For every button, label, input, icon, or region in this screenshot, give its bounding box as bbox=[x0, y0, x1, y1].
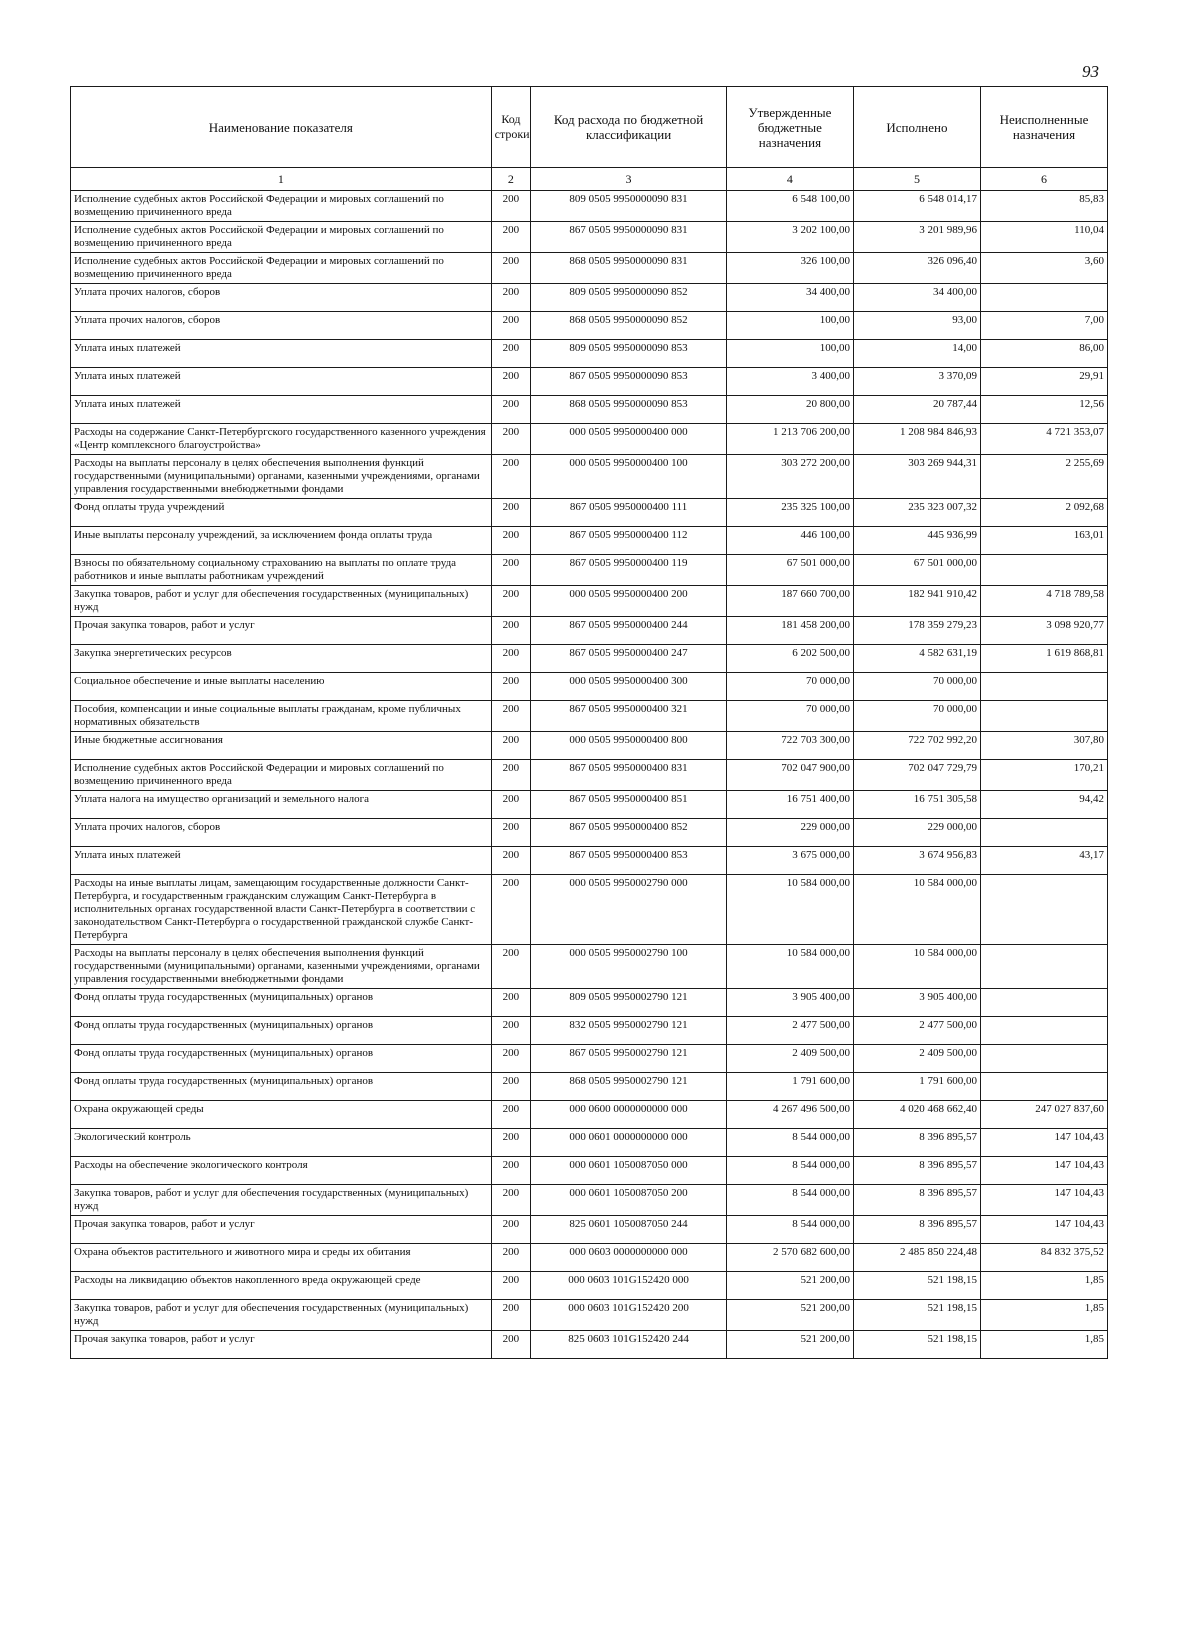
row-unexecuted: 147 104,43 bbox=[980, 1185, 1107, 1216]
row-executed: 67 501 000,00 bbox=[853, 555, 980, 586]
row-code: 200 bbox=[491, 1185, 531, 1216]
row-executed: 1 208 984 846,93 bbox=[853, 424, 980, 455]
row-name: Уплата прочих налогов, сборов bbox=[71, 312, 492, 340]
row-unexecuted: 29,91 bbox=[980, 368, 1107, 396]
col-number: 3 bbox=[531, 168, 727, 191]
table-row bbox=[71, 1272, 1108, 1300]
row-executed: 3 370,09 bbox=[853, 368, 980, 396]
row-unexecuted: 110,04 bbox=[980, 222, 1107, 253]
row-executed: 8 396 895,57 bbox=[853, 1157, 980, 1185]
row-kbk-code: 809 0505 9950002790 121 bbox=[531, 989, 727, 1017]
row-unexecuted: 3 098 920,77 bbox=[980, 617, 1107, 645]
row-name: Иные бюджетные ассигнования bbox=[71, 732, 492, 760]
row-kbk-code: 867 0505 9950000400 111 bbox=[531, 499, 727, 527]
row-name: Прочая закупка товаров, работ и услуг bbox=[71, 617, 492, 645]
row-executed: 8 396 895,57 bbox=[853, 1185, 980, 1216]
row-name: Уплата иных платежей bbox=[71, 340, 492, 368]
row-kbk-code: 868 0505 9950000090 831 bbox=[531, 253, 727, 284]
row-executed: 20 787,44 bbox=[853, 396, 980, 424]
row-unexecuted: 4 718 789,58 bbox=[980, 586, 1107, 617]
row-executed: 722 702 992,20 bbox=[853, 732, 980, 760]
row-approved: 3 675 000,00 bbox=[726, 847, 853, 875]
row-executed: 3 905 400,00 bbox=[853, 989, 980, 1017]
row-approved: 70 000,00 bbox=[726, 701, 853, 732]
row-kbk-code: 867 0505 9950000400 112 bbox=[531, 527, 727, 555]
row-unexecuted: 3,60 bbox=[980, 253, 1107, 284]
row-approved: 521 200,00 bbox=[726, 1331, 853, 1359]
row-kbk-code: 825 0603 101G152420 244 bbox=[531, 1331, 727, 1359]
row-kbk-code: 000 0505 9950000400 200 bbox=[531, 586, 727, 617]
row-unexecuted bbox=[980, 701, 1107, 732]
row-code: 200 bbox=[491, 555, 531, 586]
row-approved: 34 400,00 bbox=[726, 284, 853, 312]
table-row bbox=[71, 586, 1108, 617]
table-row bbox=[71, 989, 1108, 1017]
row-name: Исполнение судебных актов Российской Федерации и мировых соглашений по возмещению причиненного вреда bbox=[71, 253, 492, 284]
row-approved: 3 905 400,00 bbox=[726, 989, 853, 1017]
table-row bbox=[71, 1300, 1108, 1331]
row-code: 200 bbox=[491, 312, 531, 340]
row-executed: 182 941 910,42 bbox=[853, 586, 980, 617]
row-approved: 326 100,00 bbox=[726, 253, 853, 284]
row-kbk-code: 000 0505 9950002790 100 bbox=[531, 945, 727, 989]
row-unexecuted: 12,56 bbox=[980, 396, 1107, 424]
row-approved: 2 477 500,00 bbox=[726, 1017, 853, 1045]
row-name: Охрана окружающей среды bbox=[71, 1101, 492, 1129]
row-approved: 2 409 500,00 bbox=[726, 1045, 853, 1073]
row-approved: 8 544 000,00 bbox=[726, 1185, 853, 1216]
row-kbk-code: 000 0505 9950000400 800 bbox=[531, 732, 727, 760]
row-unexecuted bbox=[980, 1017, 1107, 1045]
row-name: Исполнение судебных актов Российской Федерации и мировых соглашений по возмещению причиненного вреда bbox=[71, 191, 492, 222]
row-executed: 235 323 007,32 bbox=[853, 499, 980, 527]
row-unexecuted bbox=[980, 989, 1107, 1017]
row-kbk-code: 867 0505 9950000400 831 bbox=[531, 760, 727, 791]
row-code: 200 bbox=[491, 847, 531, 875]
row-unexecuted: 2 255,69 bbox=[980, 455, 1107, 499]
row-unexecuted bbox=[980, 875, 1107, 945]
row-code: 200 bbox=[491, 586, 531, 617]
row-name: Расходы на выплаты персоналу в целях обеспечения выполнения функций государственными (муниципальными) органами, казенными учреждениями, органами управления государственными внебюджетными фондами bbox=[71, 945, 492, 989]
row-approved: 303 272 200,00 bbox=[726, 455, 853, 499]
table-row bbox=[71, 760, 1108, 791]
col-number: 2 bbox=[491, 168, 531, 191]
col-header-name: Наименование показателя bbox=[71, 87, 492, 168]
row-name: Уплата прочих налогов, сборов bbox=[71, 284, 492, 312]
row-unexecuted: 147 104,43 bbox=[980, 1157, 1107, 1185]
row-kbk-code: 000 0603 101G152420 000 bbox=[531, 1272, 727, 1300]
row-kbk-code: 867 0505 9950000400 851 bbox=[531, 791, 727, 819]
row-name: Расходы на ликвидацию объектов накопленного вреда окружающей среде bbox=[71, 1272, 492, 1300]
row-executed: 10 584 000,00 bbox=[853, 875, 980, 945]
table-row bbox=[71, 819, 1108, 847]
row-kbk-code: 867 0505 9950000090 831 bbox=[531, 222, 727, 253]
row-code: 200 bbox=[491, 455, 531, 499]
col-number: 6 bbox=[980, 168, 1107, 191]
row-code: 200 bbox=[491, 253, 531, 284]
row-name: Фонд оплаты труда государственных (муниципальных) органов bbox=[71, 989, 492, 1017]
row-code: 200 bbox=[491, 527, 531, 555]
row-kbk-code: 867 0505 9950000400 852 bbox=[531, 819, 727, 847]
row-name: Фонд оплаты труда государственных (муниципальных) органов bbox=[71, 1017, 492, 1045]
row-approved: 6 202 500,00 bbox=[726, 645, 853, 673]
row-code: 200 bbox=[491, 191, 531, 222]
row-name: Экологический контроль bbox=[71, 1129, 492, 1157]
header-row bbox=[71, 87, 1108, 168]
row-code: 200 bbox=[491, 1272, 531, 1300]
row-code: 200 bbox=[491, 1216, 531, 1244]
table-row bbox=[71, 222, 1108, 253]
table-row bbox=[71, 701, 1108, 732]
row-kbk-code: 867 0505 9950000400 119 bbox=[531, 555, 727, 586]
row-code: 200 bbox=[491, 732, 531, 760]
row-code: 200 bbox=[491, 1045, 531, 1073]
table-row bbox=[71, 1073, 1108, 1101]
row-code: 200 bbox=[491, 424, 531, 455]
row-unexecuted: 247 027 837,60 bbox=[980, 1101, 1107, 1129]
column-number-row bbox=[71, 168, 1108, 191]
row-name: Фонд оплаты труда государственных (муниципальных) органов bbox=[71, 1045, 492, 1073]
row-code: 200 bbox=[491, 396, 531, 424]
row-name: Социальное обеспечение и иные выплаты населению bbox=[71, 673, 492, 701]
page-number: 93 bbox=[1082, 62, 1099, 81]
row-unexecuted: 1 619 868,81 bbox=[980, 645, 1107, 673]
table-row bbox=[71, 617, 1108, 645]
row-approved: 446 100,00 bbox=[726, 527, 853, 555]
table-row bbox=[71, 791, 1108, 819]
row-kbk-code: 867 0505 9950002790 121 bbox=[531, 1045, 727, 1073]
table-row bbox=[71, 396, 1108, 424]
row-executed: 4 020 468 662,40 bbox=[853, 1101, 980, 1129]
row-kbk-code: 867 0505 9950000400 247 bbox=[531, 645, 727, 673]
row-approved: 20 800,00 bbox=[726, 396, 853, 424]
table-row bbox=[71, 527, 1108, 555]
row-unexecuted: 1,85 bbox=[980, 1272, 1107, 1300]
row-kbk-code: 868 0505 9950000090 853 bbox=[531, 396, 727, 424]
row-name: Расходы на выплаты персоналу в целях обеспечения выполнения функций государственными (муниципальными) органами, казенными учреждениями, органами управления государственными внебюджетными фондами bbox=[71, 455, 492, 499]
row-executed: 229 000,00 bbox=[853, 819, 980, 847]
row-approved: 8 544 000,00 bbox=[726, 1157, 853, 1185]
row-name: Уплата иных платежей bbox=[71, 368, 492, 396]
row-code: 200 bbox=[491, 819, 531, 847]
row-approved: 1 791 600,00 bbox=[726, 1073, 853, 1101]
row-executed: 70 000,00 bbox=[853, 673, 980, 701]
table-row bbox=[71, 253, 1108, 284]
row-approved: 8 544 000,00 bbox=[726, 1216, 853, 1244]
row-kbk-code: 000 0505 9950000400 100 bbox=[531, 455, 727, 499]
row-executed: 3 674 956,83 bbox=[853, 847, 980, 875]
row-executed: 16 751 305,58 bbox=[853, 791, 980, 819]
col-number: 1 bbox=[71, 168, 492, 191]
row-code: 200 bbox=[491, 701, 531, 732]
row-executed: 445 936,99 bbox=[853, 527, 980, 555]
table-row bbox=[71, 945, 1108, 989]
col-header-approved: Утвержденные бюджетные назначения bbox=[726, 87, 853, 168]
row-name: Исполнение судебных актов Российской Федерации и мировых соглашений по возмещению причиненного вреда bbox=[71, 222, 492, 253]
row-unexecuted bbox=[980, 1073, 1107, 1101]
row-code: 200 bbox=[491, 368, 531, 396]
row-kbk-code: 867 0505 9950000400 853 bbox=[531, 847, 727, 875]
row-approved: 67 501 000,00 bbox=[726, 555, 853, 586]
row-approved: 4 267 496 500,00 bbox=[726, 1101, 853, 1129]
row-name: Прочая закупка товаров, работ и услуг bbox=[71, 1216, 492, 1244]
row-kbk-code: 000 0600 0000000000 000 bbox=[531, 1101, 727, 1129]
row-unexecuted: 147 104,43 bbox=[980, 1129, 1107, 1157]
row-name: Фонд оплаты труда государственных (муниципальных) органов bbox=[71, 1073, 492, 1101]
row-approved: 70 000,00 bbox=[726, 673, 853, 701]
table-row bbox=[71, 1216, 1108, 1244]
row-code: 200 bbox=[491, 617, 531, 645]
row-name: Расходы на обеспечение экологического контроля bbox=[71, 1157, 492, 1185]
row-name: Иные выплаты персоналу учреждений, за исключением фонда оплаты труда bbox=[71, 527, 492, 555]
row-unexecuted: 163,01 bbox=[980, 527, 1107, 555]
table-row bbox=[71, 1244, 1108, 1272]
row-executed: 8 396 895,57 bbox=[853, 1129, 980, 1157]
row-kbk-code: 868 0505 9950002790 121 bbox=[531, 1073, 727, 1101]
col-header-unexecuted: Неисполненные назначения bbox=[980, 87, 1107, 168]
budget-table bbox=[70, 86, 1108, 1359]
row-name: Уплата иных платежей bbox=[71, 396, 492, 424]
row-name: Расходы на иные выплаты лицам, замещающим государственные должности Санкт-Петербурга, и государственным гражданским служащим Санкт-Петербурга в исполнительных органах государственной власти Санкт-Петербурга в соответствии с законодательством Санкт-Петербурга о государственной гражданской службе Санкт-Петербурга bbox=[71, 875, 492, 945]
row-executed: 1 791 600,00 bbox=[853, 1073, 980, 1101]
row-code: 200 bbox=[491, 875, 531, 945]
row-kbk-code: 000 0505 9950000400 000 bbox=[531, 424, 727, 455]
table-row bbox=[71, 1157, 1108, 1185]
row-executed: 10 584 000,00 bbox=[853, 945, 980, 989]
row-approved: 100,00 bbox=[726, 312, 853, 340]
row-name: Охрана объектов растительного и животного мира и среды их обитания bbox=[71, 1244, 492, 1272]
row-name: Закупка товаров, работ и услуг для обеспечения государственных (муниципальных) нужд bbox=[71, 1300, 492, 1331]
row-executed: 303 269 944,31 bbox=[853, 455, 980, 499]
row-executed: 178 359 279,23 bbox=[853, 617, 980, 645]
row-code: 200 bbox=[491, 1157, 531, 1185]
row-executed: 34 400,00 bbox=[853, 284, 980, 312]
table-row bbox=[71, 191, 1108, 222]
row-name: Уплата прочих налогов, сборов bbox=[71, 819, 492, 847]
row-executed: 8 396 895,57 bbox=[853, 1216, 980, 1244]
table-row bbox=[71, 424, 1108, 455]
row-unexecuted: 4 721 353,07 bbox=[980, 424, 1107, 455]
row-executed: 2 485 850 224,48 bbox=[853, 1244, 980, 1272]
row-unexecuted bbox=[980, 819, 1107, 847]
row-unexecuted bbox=[980, 284, 1107, 312]
row-executed: 6 548 014,17 bbox=[853, 191, 980, 222]
row-approved: 521 200,00 bbox=[726, 1272, 853, 1300]
row-kbk-code: 809 0505 9950000090 831 bbox=[531, 191, 727, 222]
row-code: 200 bbox=[491, 989, 531, 1017]
row-kbk-code: 867 0505 9950000090 853 bbox=[531, 368, 727, 396]
table-row bbox=[71, 455, 1108, 499]
row-code: 200 bbox=[491, 645, 531, 673]
row-unexecuted: 7,00 bbox=[980, 312, 1107, 340]
row-kbk-code: 832 0505 9950002790 121 bbox=[531, 1017, 727, 1045]
row-approved: 3 400,00 bbox=[726, 368, 853, 396]
row-code: 200 bbox=[491, 1073, 531, 1101]
row-name: Взносы по обязательному социальному страхованию на выплаты по оплате труда работников и иные выплаты работникам учреждений bbox=[71, 555, 492, 586]
table-body bbox=[71, 191, 1108, 1359]
row-kbk-code: 000 0505 9950002790 000 bbox=[531, 875, 727, 945]
row-executed: 521 198,15 bbox=[853, 1300, 980, 1331]
row-approved: 8 544 000,00 bbox=[726, 1129, 853, 1157]
row-code: 200 bbox=[491, 1300, 531, 1331]
row-approved: 10 584 000,00 bbox=[726, 875, 853, 945]
row-executed: 3 201 989,96 bbox=[853, 222, 980, 253]
row-approved: 10 584 000,00 bbox=[726, 945, 853, 989]
row-kbk-code: 867 0505 9950000400 244 bbox=[531, 617, 727, 645]
row-approved: 6 548 100,00 bbox=[726, 191, 853, 222]
row-kbk-code: 867 0505 9950000400 321 bbox=[531, 701, 727, 732]
row-code: 200 bbox=[491, 222, 531, 253]
row-approved: 722 703 300,00 bbox=[726, 732, 853, 760]
row-unexecuted: 2 092,68 bbox=[980, 499, 1107, 527]
row-unexecuted: 85,83 bbox=[980, 191, 1107, 222]
row-approved: 702 047 900,00 bbox=[726, 760, 853, 791]
table-row bbox=[71, 1045, 1108, 1073]
row-executed: 93,00 bbox=[853, 312, 980, 340]
row-unexecuted: 1,85 bbox=[980, 1331, 1107, 1359]
row-approved: 235 325 100,00 bbox=[726, 499, 853, 527]
row-unexecuted bbox=[980, 555, 1107, 586]
row-kbk-code: 809 0505 9950000090 853 bbox=[531, 340, 727, 368]
row-code: 200 bbox=[491, 340, 531, 368]
row-unexecuted: 94,42 bbox=[980, 791, 1107, 819]
row-code: 200 bbox=[491, 760, 531, 791]
row-unexecuted: 43,17 bbox=[980, 847, 1107, 875]
table-row bbox=[71, 1017, 1108, 1045]
col-header-executed: Исполнено bbox=[853, 87, 980, 168]
row-executed: 702 047 729,79 bbox=[853, 760, 980, 791]
row-code: 200 bbox=[491, 1101, 531, 1129]
row-approved: 181 458 200,00 bbox=[726, 617, 853, 645]
row-kbk-code: 000 0505 9950000400 300 bbox=[531, 673, 727, 701]
row-code: 200 bbox=[491, 499, 531, 527]
row-unexecuted bbox=[980, 945, 1107, 989]
table-row bbox=[71, 673, 1108, 701]
row-name: Прочая закупка товаров, работ и услуг bbox=[71, 1331, 492, 1359]
row-kbk-code: 000 0601 1050087050 000 bbox=[531, 1157, 727, 1185]
row-executed: 14,00 bbox=[853, 340, 980, 368]
table-row bbox=[71, 312, 1108, 340]
row-code: 200 bbox=[491, 1244, 531, 1272]
table-row bbox=[71, 1101, 1108, 1129]
row-approved: 16 751 400,00 bbox=[726, 791, 853, 819]
row-executed: 521 198,15 bbox=[853, 1272, 980, 1300]
row-unexecuted: 147 104,43 bbox=[980, 1216, 1107, 1244]
row-name: Фонд оплаты труда учреждений bbox=[71, 499, 492, 527]
row-approved: 521 200,00 bbox=[726, 1300, 853, 1331]
row-approved: 187 660 700,00 bbox=[726, 586, 853, 617]
row-unexecuted: 1,85 bbox=[980, 1300, 1107, 1331]
row-code: 200 bbox=[491, 1017, 531, 1045]
row-name: Уплата налога на имущество организаций и земельного налога bbox=[71, 791, 492, 819]
row-name: Закупка энергетических ресурсов bbox=[71, 645, 492, 673]
row-kbk-code: 809 0505 9950000090 852 bbox=[531, 284, 727, 312]
col-number: 4 bbox=[726, 168, 853, 191]
table-row bbox=[71, 284, 1108, 312]
row-executed: 2 477 500,00 bbox=[853, 1017, 980, 1045]
row-code: 200 bbox=[491, 1331, 531, 1359]
row-executed: 2 409 500,00 bbox=[853, 1045, 980, 1073]
row-code: 200 bbox=[491, 284, 531, 312]
table-row bbox=[71, 368, 1108, 396]
row-executed: 70 000,00 bbox=[853, 701, 980, 732]
table-row bbox=[71, 875, 1108, 945]
row-approved: 2 570 682 600,00 bbox=[726, 1244, 853, 1272]
row-name: Закупка товаров, работ и услуг для обеспечения государственных (муниципальных) нужд bbox=[71, 586, 492, 617]
col-header-code: Код строки bbox=[491, 87, 531, 168]
row-kbk-code: 868 0505 9950000090 852 bbox=[531, 312, 727, 340]
row-name: Исполнение судебных актов Российской Федерации и мировых соглашений по возмещению причиненного вреда bbox=[71, 760, 492, 791]
table-row bbox=[71, 1185, 1108, 1216]
table-row bbox=[71, 732, 1108, 760]
row-unexecuted: 170,21 bbox=[980, 760, 1107, 791]
row-kbk-code: 000 0603 101G152420 200 bbox=[531, 1300, 727, 1331]
col-header-kbk: Код расхода по бюджетной классификации bbox=[531, 87, 727, 168]
row-code: 200 bbox=[491, 1129, 531, 1157]
row-executed: 521 198,15 bbox=[853, 1331, 980, 1359]
row-name: Пособия, компенсации и иные социальные выплаты гражданам, кроме публичных нормативных обязательств bbox=[71, 701, 492, 732]
table-row bbox=[71, 555, 1108, 586]
table-row bbox=[71, 847, 1108, 875]
row-approved: 1 213 706 200,00 bbox=[726, 424, 853, 455]
table-row bbox=[71, 1331, 1108, 1359]
row-approved: 100,00 bbox=[726, 340, 853, 368]
row-name: Закупка товаров, работ и услуг для обеспечения государственных (муниципальных) нужд bbox=[71, 1185, 492, 1216]
row-kbk-code: 000 0601 1050087050 200 bbox=[531, 1185, 727, 1216]
row-unexecuted bbox=[980, 1045, 1107, 1073]
row-unexecuted: 307,80 bbox=[980, 732, 1107, 760]
table-row bbox=[71, 1129, 1108, 1157]
row-unexecuted: 86,00 bbox=[980, 340, 1107, 368]
row-approved: 229 000,00 bbox=[726, 819, 853, 847]
row-kbk-code: 825 0601 1050087050 244 bbox=[531, 1216, 727, 1244]
row-approved: 3 202 100,00 bbox=[726, 222, 853, 253]
col-number: 5 bbox=[853, 168, 980, 191]
table-row bbox=[71, 340, 1108, 368]
row-name: Расходы на содержание Санкт-Петербургского государственного казенного учреждения «Центр комплексного благоустройства» bbox=[71, 424, 492, 455]
row-unexecuted: 84 832 375,52 bbox=[980, 1244, 1107, 1272]
row-code: 200 bbox=[491, 791, 531, 819]
row-unexecuted bbox=[980, 673, 1107, 701]
row-code: 200 bbox=[491, 673, 531, 701]
table-row bbox=[71, 645, 1108, 673]
row-kbk-code: 000 0603 0000000000 000 bbox=[531, 1244, 727, 1272]
row-kbk-code: 000 0601 0000000000 000 bbox=[531, 1129, 727, 1157]
row-executed: 326 096,40 bbox=[853, 253, 980, 284]
row-code: 200 bbox=[491, 945, 531, 989]
table-row bbox=[71, 499, 1108, 527]
row-executed: 4 582 631,19 bbox=[853, 645, 980, 673]
row-name: Уплата иных платежей bbox=[71, 847, 492, 875]
